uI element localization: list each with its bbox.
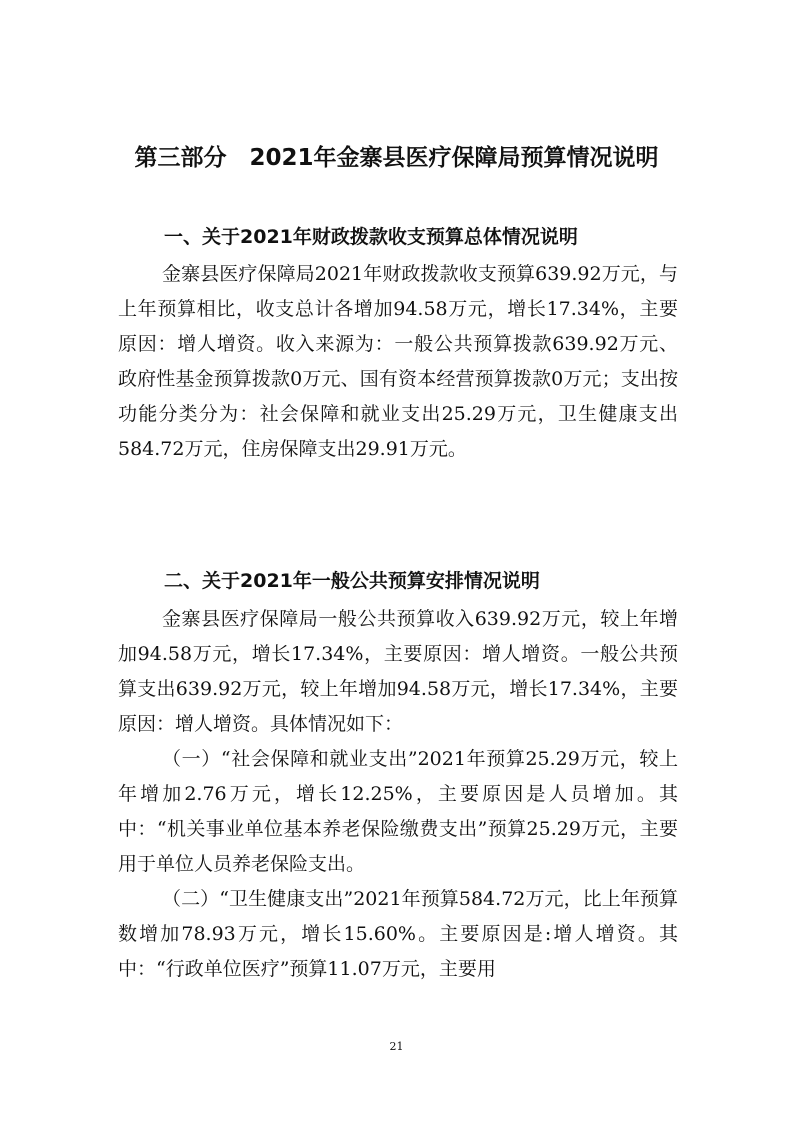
section-2-paragraph-3: （二）“卫生健康支出”2021年预算584.72万元，比上年预算数增加78.93万元，增长15.60%。主要原因是:增人增资。其中：“行政单位医疗”预算11.07万元，主要用: [118, 888, 678, 980]
section-1-paragraph-1: 金寨县医疗保障局2021年财政拨款收支预算639.92万元，与上年预算相比，收支总计各增加94.58万元，增长17.34%，主要原因：增人增资。收入来源为：一般公共预算拨款639.92万元、政府性基金预算拨款0万元、国有资本经营预算拨款0万元；支出按功能分类分为：社会保障和就业支出25.29万元，卫生健康支出584.72万元，住房保障支出29.91万元。: [118, 263, 678, 460]
section-2-paragraph-2: （一）“社会保障和就业支出”2021年预算25.29万元，较上年增加2.76万元，增长12.25%，主要原因是人员增加。其中：“机关事业单位基本养老保险缴费支出”预算25.29万元，主要用于单位人员养老保险支出。: [118, 748, 678, 875]
section-heading-2: 二、关于2021年一般公共预算安排情况说明: [164, 570, 540, 592]
page-number: 21: [389, 1040, 404, 1053]
section-heading-1: 一、关于2021年财政拨款收支预算总体情况说明: [164, 226, 578, 248]
page-title: 第三部分 2021年金寨县医疗保障局预算情况说明: [134, 145, 659, 171]
section-2-paragraph-1: 金寨县医疗保障局一般公共预算收入639.92万元，较上年增加94.58万元，增长17.34%，主要原因：增人增资。一般公共预算支出639.92万元，较上年增加94.58万元，增长17.34%，主要原因：增人增资。具体情况如下：: [118, 608, 678, 735]
